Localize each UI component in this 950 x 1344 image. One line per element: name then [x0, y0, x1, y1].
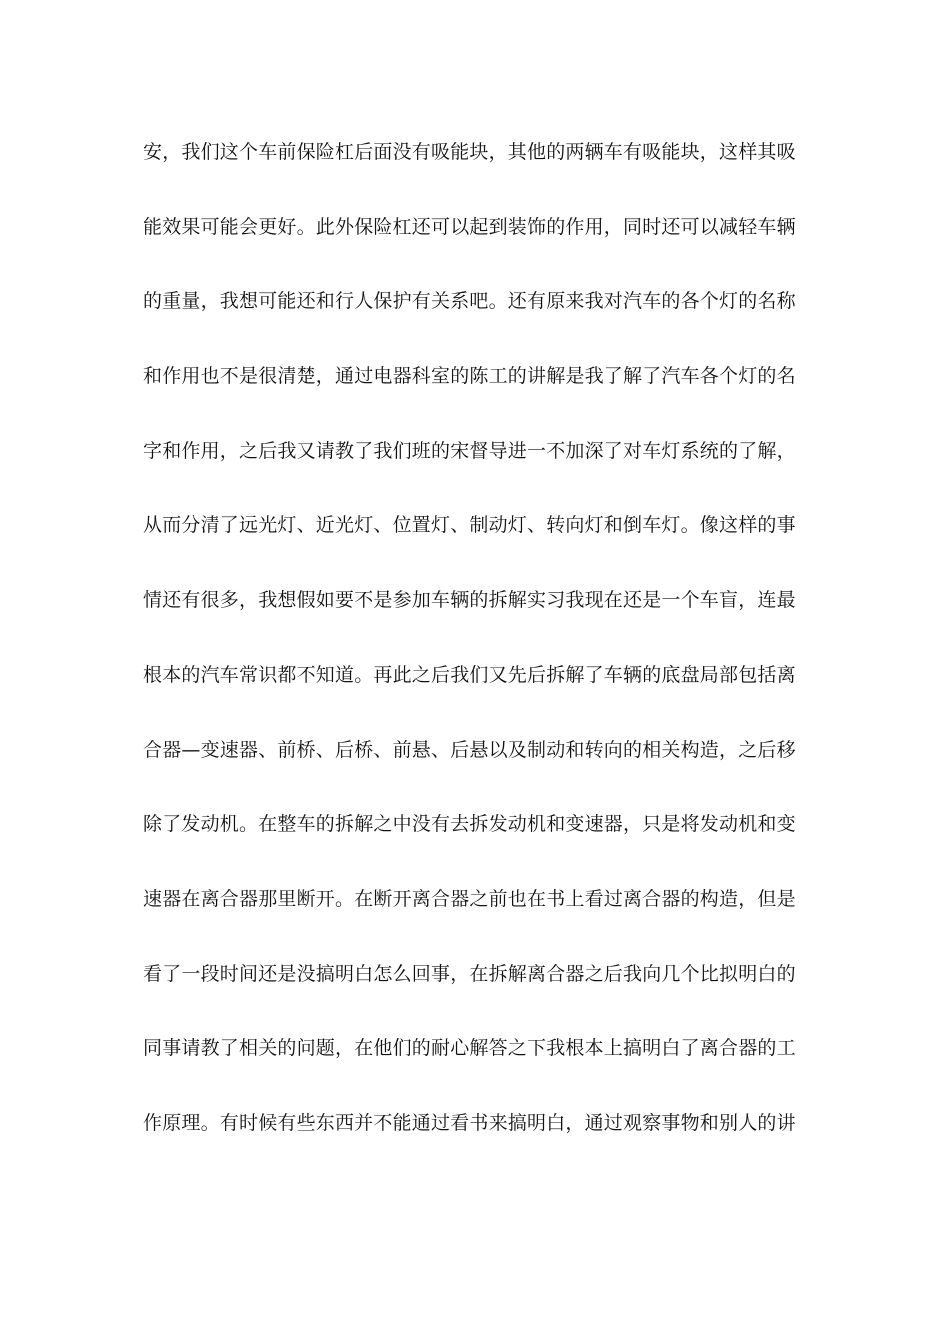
text-line: 看了一段时间还是没搞明白怎么回事，在拆解离合器之后我向几个比拟明白的 [143, 962, 796, 985]
text-line: 除了发动机。在整车的拆解之中没有去拆发动机和变速器，只是将发动机和变 [143, 813, 796, 836]
text-line: 的重量，我想可能还和行人保护有关系吧。还有原来我对汽车的各个灯的名称 [143, 290, 796, 313]
text-line: 情还有很多，我想假如要不是参加车辆的拆解实习我现在还是一个车盲，连最 [143, 589, 796, 612]
text-line: 字和作用，之后我又请教了我们班的宋督导进一不加深了对车灯系统的了解， [143, 439, 796, 462]
text-line: 安，我们这个车前保险杠后面没有吸能块，其他的两辆车有吸能块，这样其吸 [143, 141, 796, 163]
text-line: 和作用也不是很清楚，通过电器科室的陈工的讲解是我了解了汽车各个灯的名 [143, 365, 796, 388]
text-line: 同事请教了相关的问题，在他们的耐心解答之下我根本上搞明白了离合器的工 [143, 1037, 796, 1060]
text-line: 作原理。有时候有些东西并不能通过看书来搞明白，通过观察事物和别人的讲 [143, 1111, 796, 1134]
text-line: 能效果可能会更好。此外保险杠还可以起到装饰的作用，同时还可以减轻车辆 [143, 215, 796, 238]
body-text [143, 133, 803, 1179]
text-line: 从而分清了远光灯、近光灯、位置灯、制动灯、转向灯和倒车灯。像这样的事 [143, 514, 796, 537]
text-line: 合器—变速器、前桥、后桥、前悬、后悬以及制动和转向的相关构造，之后移 [143, 738, 796, 761]
text-line: 根本的汽车常识都不知道。再此之后我们又先后拆解了车辆的底盘局部包括离 [143, 663, 796, 686]
text-line: 速器在离合器那里断开。在断开离合器之前也在书上看过离合器的构造，但是 [143, 887, 796, 910]
